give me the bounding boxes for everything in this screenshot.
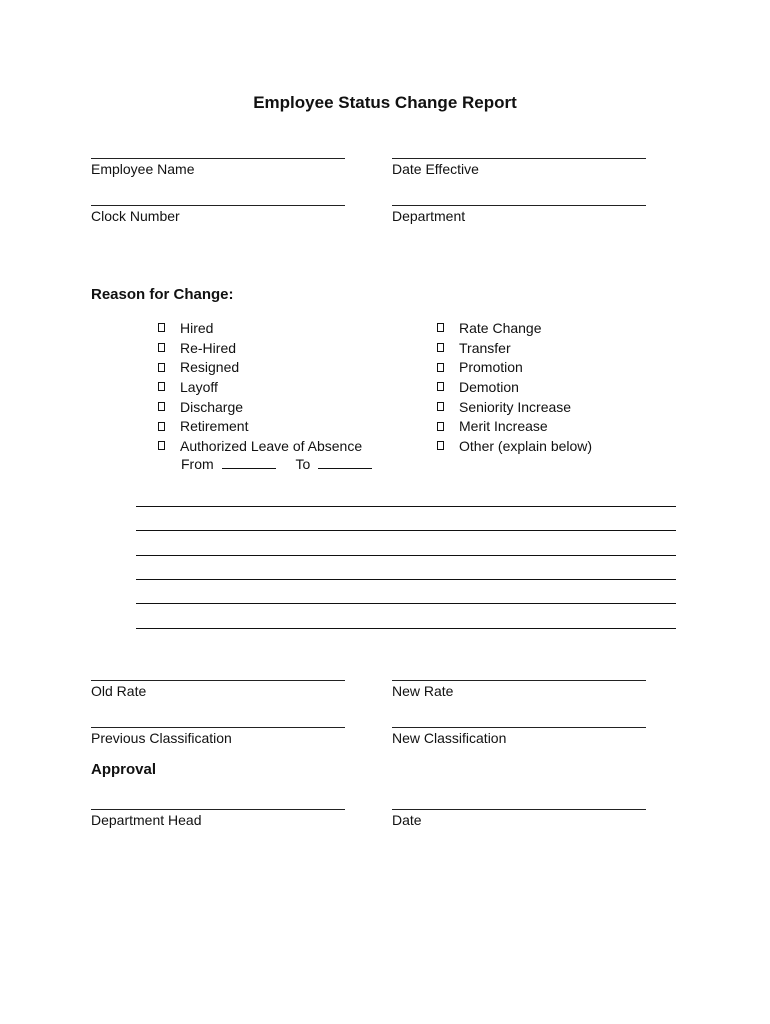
reason-option[interactable] — [437, 416, 592, 436]
field-label: Clock Number — [91, 208, 180, 224]
reason-option[interactable] — [437, 357, 592, 377]
option-label: Authorized Leave of Absence — [180, 437, 363, 454]
checkbox-icon[interactable] — [437, 422, 444, 431]
option-label: Other (explain below) — [459, 437, 593, 454]
option-label: Layoff — [180, 378, 218, 395]
signature-line[interactable] — [392, 158, 646, 159]
option-label: Demotion — [459, 378, 519, 395]
reason-options-left — [158, 318, 362, 456]
field-label: Department — [392, 208, 466, 224]
new-classification-field[interactable] — [392, 727, 648, 746]
reason-option[interactable] — [437, 397, 592, 417]
explanation-line[interactable] — [136, 628, 676, 629]
signature-line[interactable] — [392, 809, 646, 810]
previous-classification-field[interactable] — [91, 727, 347, 746]
checkbox-icon[interactable] — [158, 363, 165, 372]
checkbox-icon[interactable] — [158, 441, 165, 450]
checkbox-icon[interactable] — [437, 402, 444, 411]
option-label: Re-Hired — [180, 339, 237, 356]
department-field[interactable] — [392, 205, 648, 224]
field-label: Employee Name — [91, 161, 195, 177]
to-blank[interactable] — [318, 457, 372, 469]
field-label: Previous Classification — [91, 730, 232, 746]
explanation-line[interactable] — [136, 603, 676, 604]
to-label: To — [295, 456, 311, 472]
option-label: Resigned — [180, 359, 240, 376]
signature-line[interactable] — [392, 205, 646, 206]
leave-dates — [181, 456, 372, 472]
option-label: Transfer — [459, 339, 511, 356]
signature-line[interactable] — [392, 727, 646, 728]
option-label: Rate Change — [459, 319, 542, 336]
explanation-line[interactable] — [136, 530, 676, 531]
reason-options-right — [437, 318, 592, 456]
field-label: Date Effective — [392, 161, 479, 177]
reason-option[interactable] — [158, 338, 362, 358]
checkbox-icon[interactable] — [158, 323, 165, 332]
reason-option[interactable] — [158, 436, 362, 456]
approval-heading: Approval — [91, 761, 157, 778]
department-head-field[interactable] — [91, 809, 347, 828]
checkbox-icon[interactable] — [437, 343, 444, 352]
old-rate-field[interactable] — [91, 680, 347, 699]
explanation-line[interactable] — [136, 506, 676, 507]
reason-option[interactable] — [437, 318, 592, 338]
signature-line[interactable] — [91, 205, 345, 206]
option-label: Retirement — [180, 418, 249, 435]
reason-option[interactable] — [437, 436, 592, 456]
from-label: From — [181, 456, 214, 472]
clock-number-field[interactable] — [91, 205, 347, 224]
reason-option[interactable] — [158, 416, 362, 436]
option-label: Merit Increase — [459, 418, 548, 435]
reason-option[interactable] — [158, 397, 362, 417]
reason-option[interactable] — [158, 318, 362, 338]
reason-heading: Reason for Change: — [91, 286, 234, 303]
reason-option[interactable] — [158, 357, 362, 377]
option-label: Hired — [180, 319, 214, 336]
signature-line[interactable] — [91, 158, 345, 159]
explanation-line[interactable] — [136, 555, 676, 556]
checkbox-icon[interactable] — [437, 441, 444, 450]
field-label: Department Head — [91, 812, 202, 828]
field-label: New Rate — [392, 683, 454, 699]
reason-option[interactable] — [437, 338, 592, 358]
option-label: Seniority Increase — [459, 398, 572, 415]
explanation-line[interactable] — [136, 579, 676, 580]
checkbox-icon[interactable] — [158, 402, 165, 411]
option-label: Discharge — [180, 398, 244, 415]
approval-date-field[interactable] — [392, 809, 648, 828]
reason-option[interactable] — [158, 377, 362, 397]
field-label: Date — [392, 812, 422, 828]
checkbox-icon[interactable] — [437, 382, 444, 391]
checkbox-icon[interactable] — [437, 323, 444, 332]
employee-name-field[interactable] — [91, 158, 347, 177]
checkbox-icon[interactable] — [158, 382, 165, 391]
option-label: Promotion — [459, 359, 523, 376]
field-label: New Classification — [392, 730, 507, 746]
checkbox-icon[interactable] — [158, 422, 165, 431]
signature-line[interactable] — [91, 809, 345, 810]
checkbox-icon[interactable] — [437, 363, 444, 372]
signature-line[interactable] — [392, 680, 646, 681]
signature-line[interactable] — [91, 727, 345, 728]
new-rate-field[interactable] — [392, 680, 648, 699]
checkbox-icon[interactable] — [158, 343, 165, 352]
reason-option[interactable] — [437, 377, 592, 397]
page-title: Employee Status Change Report — [253, 93, 517, 112]
signature-line[interactable] — [91, 680, 345, 681]
date-effective-field[interactable] — [392, 158, 648, 177]
from-blank[interactable] — [222, 457, 276, 469]
field-label: Old Rate — [91, 683, 147, 699]
